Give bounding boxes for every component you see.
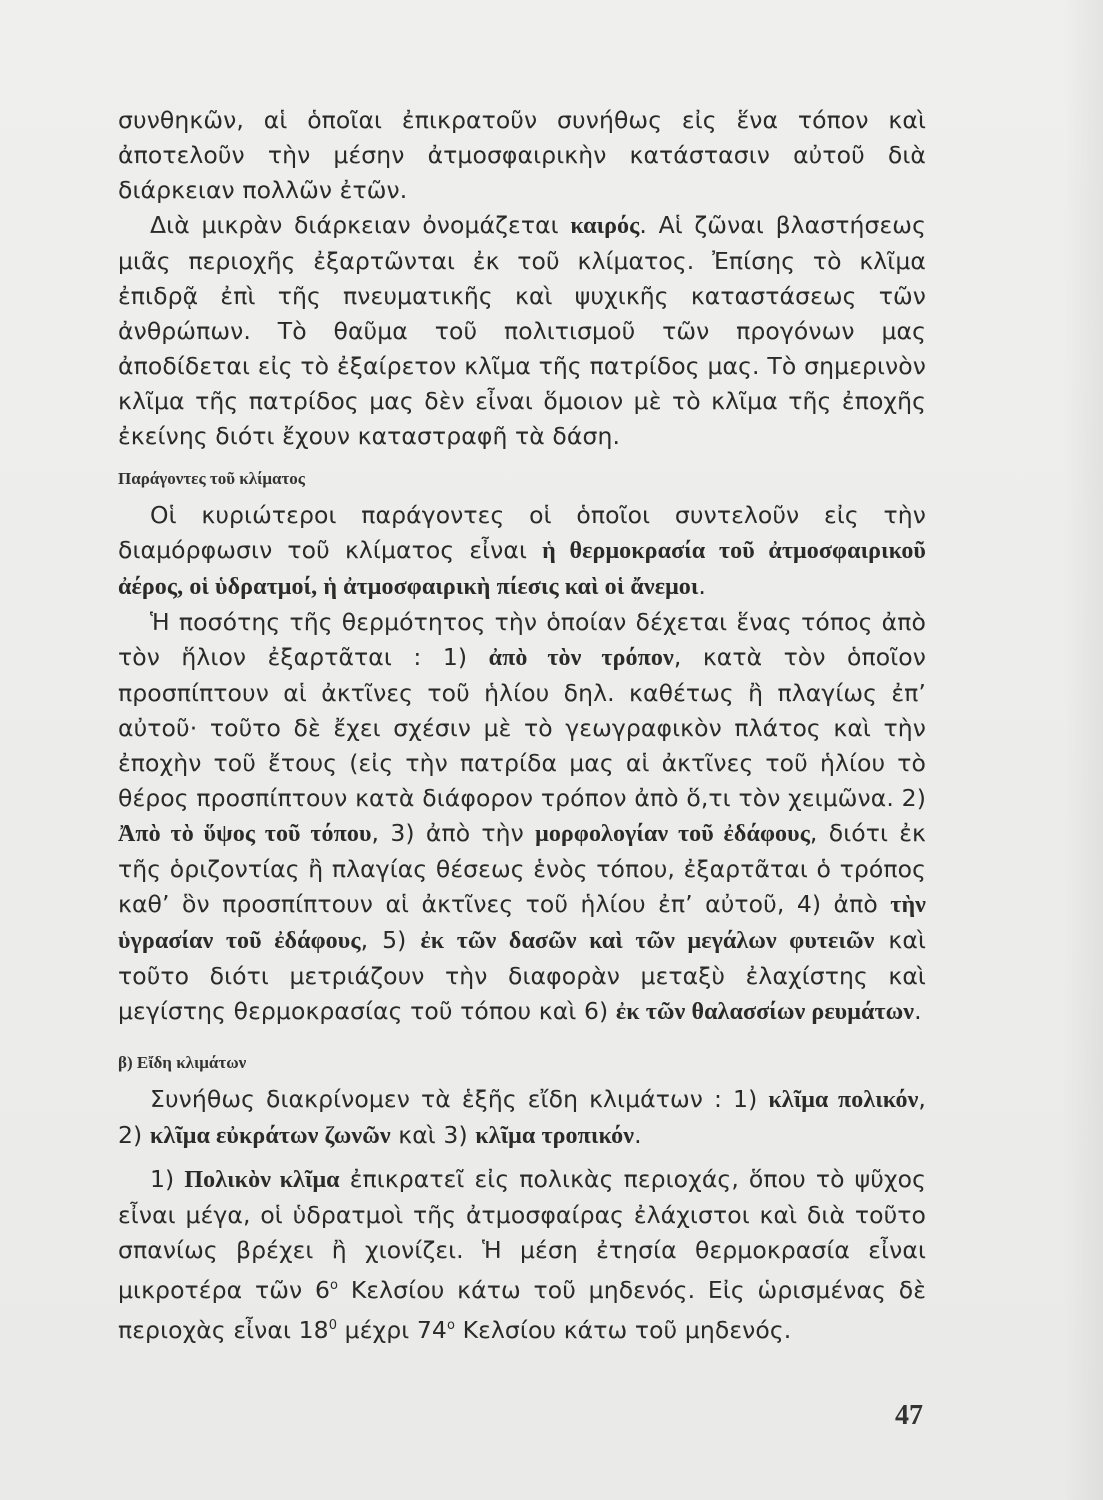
- bold-factor-2: Ἀπὸ τὸ ὕψος τοῦ τόπου: [118, 821, 372, 847]
- section-heading-climate-types: β) Εἴδη κλιμάτων: [118, 1053, 247, 1072]
- bold-factor-6: ἐκ τῶν θαλασσίων ρευμάτων: [615, 999, 915, 1025]
- paragraph-6: 1) Πολικὸν κλῖμα ἐπικρατεῖ εἰς πολικὰς περιοχάς, ὅπου τὸ ψῦχος εἶναι μέγα, οἱ ὑδρατμοὶ τῆς ἀτμοσφαίρας ἐλάχιστοι καὶ διὰ τοῦτο σπανίως βρέχει ἢ χιονίζει. Ἡ μέση ἐτησία θερμοκρασία εἶναι μικροτέρα τῶν $6^o$ Κελσίου κάτω τοῦ μηδενός. Εἰς ὡρισμένας δὲ περιοχὰς εἶναι $18^0$ μέχρι $74^o$ Κελσίου κάτω τοῦ μηδενός.: [118, 1165, 926, 1344]
- bold-factor-4: τὴν ὑγρασίαν τοῦ ἐδάφους: [118, 892, 926, 954]
- paragraph-2: Διὰ μικρὰν διάρκειαν ὀνομάζεται καιρός. Αἱ ζῶναι βλαστήσεως μιᾶς περιοχῆς ἐξαρτῶνται ἐκ τοῦ κλίματος. Ἐπίσης τὸ κλῖμα ἐπιδρᾷ ἐπὶ τῆς πνευματικῆς καὶ ψυχικῆς καταστάσεως τῶν ἀνθρώπων. Τὸ θαῦμα τοῦ πολιτισμοῦ τῶν προγόνων μας ἀποδίδεται εἰς τὸ ἐξαίρετον κλῖμα τῆς πατρίδος μας. Τὸ σημερινὸν κλῖμα τῆς πατρίδος μας δὲν εἶναι ὅμοιον μὲ τὸ κλῖμα τῆς ἐποχῆς ἐκείνης διότι ἔχουν καταστραφῆ τὰ δάση.: [118, 211, 926, 450]
- bold-climate-temperate: κλῖμα εὐκράτων ζωνῶν: [149, 1123, 391, 1149]
- page-edge-shadow: [1063, 0, 1103, 1500]
- paragraph-4: Ἡ ποσότης τῆς θερμότητος τὴν ὁποίαν δέχεται ἕνας τόπος ἀπὸ τὸν ἥλιον ἐξαρτᾶται : 1) ἀπὸ τὸν τρόπον, κατὰ τὸν ὁποῖον προσπίπτουν αἱ ἀκτῖνες τοῦ ἡλίου δηλ. καθέτως ἢ πλαγίως ἐπ’ αὐτοῦ· τοῦτο δὲ ἔχει σχέσιν μὲ τὸ γεωγραφικὸν πλάτος καὶ τὴν ἐποχὴν τοῦ ἔτους (εἰς τὴν πατρίδα μας αἱ ἀκτῖνες τοῦ ἡλίου τὸ θέρος προσπίπτουν κατὰ διάφορον τρόπον ἀπὸ ὅ,τι τὸν χειμῶνα. 2) Ἀπὸ τὸ ὕψος τοῦ τόπου, 3) ἀπὸ τὴν μορφολογίαν τοῦ ἐδάφους, διότι ἐκ τῆς ὁριζοντίας ἢ πλαγίας θέσεως ἑνὸς τόπου, ἐξαρτᾶται ὁ τρόπος καθ’ ὃν προσπίπτουν αἱ ἀκτῖνες τοῦ ἡλίου ἐπ’ αὐτοῦ, 4) ἀπὸ τὴν ὑγρασίαν τοῦ ἐδάφους, 5) ἐκ τῶν δασῶν καὶ τῶν μεγάλων φυτειῶν καὶ τοῦτο διότι μετριάζουν τὴν διαφορὰν μεταξὺ ἐλαχίστης καὶ μεγίστης θερμοκρασίας τοῦ τόπου καὶ 6) ἐκ τῶν θαλασσίων ρευμάτων.: [118, 608, 927, 1025]
- paragraph-3: Οἱ κυριώτεροι παράγοντες οἱ ὁποῖοι συντελοῦν εἰς τὴν διαμόρφωσιν τοῦ κλίματος εἶναι ἡ θερμοκρασία τοῦ ἀτμοσφαιρικοῦ ἀέρος, οἱ ὑδρατμοί, ἡ ἀτμοσφαιρικὴ πίεσις καὶ οἱ ἄνεμοι.: [118, 501, 926, 600]
- bold-climate-tropical: κλῖμα τροπικόν: [475, 1123, 635, 1149]
- bold-climate-polar: κλῖμα πολικόν: [768, 1087, 919, 1113]
- page-content: [118, 103, 926, 1348]
- paragraph-1: συνθηκῶν, αἱ ὁποῖαι ἐπικρατοῦν συνήθως εἰς ἕνα τόπον καὶ ἀποτελοῦν τὴν μέσην ἀτμοσφαιρικὴν κατάστασιν αὐτοῦ διὰ διάρκειαν πολλῶν ἐτῶν.: [118, 106, 926, 204]
- paragraph-5: Συνήθως διακρίνομεν τὰ ἑξῆς εἴδη κλιμάτων : 1) κλῖμα πολικόν, 2) κλῖμα εὐκράτων ζωνῶν καὶ 3) κλῖμα τροπικόν.: [118, 1085, 926, 1149]
- bold-factor-1: ἀπὸ τὸν τρόπον: [488, 645, 674, 671]
- bold-factor-3: μορφολογίαν τοῦ ἐδάφους: [535, 821, 810, 847]
- bold-factor-5: ἐκ τῶν δασῶν καὶ τῶν μεγάλων φυτειῶν: [420, 928, 875, 954]
- section-heading-factors: Παράγοντες τοῦ κλίματος: [118, 469, 305, 488]
- page-number: 47: [895, 1400, 923, 1431]
- term-kairos: καιρός: [570, 213, 640, 239]
- bold-polar-climate: Πολικὸν κλῖμα: [184, 1167, 340, 1193]
- bold-factors-list: ἡ θερμοκρασία τοῦ ἀτμοσφαιρικοῦ ἀέρος, οἱ ὑδρατμοί, ἡ ἀτμοσφαιρικὴ πίεσις καὶ οἱ ἄνεμοι: [118, 538, 926, 600]
